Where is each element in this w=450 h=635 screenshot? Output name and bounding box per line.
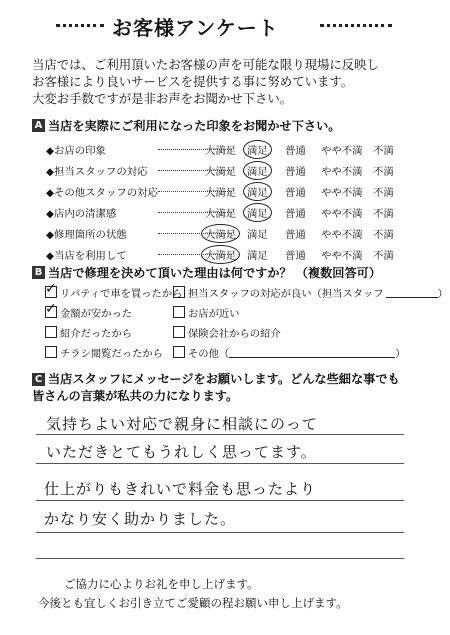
reason-label: 紹介だったから <box>60 327 133 340</box>
option-somewhat-dissatisfied[interactable]: やや不満 <box>321 208 363 220</box>
rating-label: ◆当店を利用して <box>46 250 127 262</box>
option-somewhat-dissatisfied[interactable]: やや不満 <box>321 166 363 178</box>
section-c-question-line2: 皆さんの言葉が私共の力になります。 <box>32 389 239 403</box>
rating-label: ◆修理箇所の状態 <box>46 229 127 241</box>
section-a-question: 当店を実際にご利用になった印象をお聞かせ下さい。 <box>48 119 341 133</box>
message-line <box>36 463 404 464</box>
option-very-satisfied[interactable]: 大満足 <box>205 229 237 241</box>
footer-line: 今後とも宜しくお引き立てご愛顧の程お願い申し上げます。 <box>38 596 348 610</box>
rating-row <box>40 224 440 245</box>
option-dissatisfied[interactable]: 不満 <box>373 187 394 199</box>
checkbox[interactable] <box>45 346 57 358</box>
checkbox[interactable] <box>173 306 185 318</box>
page-title: お客様アンケート <box>112 16 279 40</box>
option-satisfied[interactable]: 満足 <box>247 187 268 199</box>
footer <box>38 575 348 613</box>
handwritten-line: 気持ちよい対応で親身に相談にのって <box>46 415 318 433</box>
staff-name-field[interactable] <box>386 287 438 298</box>
option-somewhat-dissatisfied[interactable]: やや不満 <box>321 229 363 241</box>
message-line <box>36 532 404 533</box>
selected-circle <box>243 203 272 222</box>
option-neutral[interactable]: 普通 <box>285 145 306 157</box>
rating-row <box>40 161 440 182</box>
reason-item[interactable] <box>45 344 163 360</box>
intro-text <box>32 56 379 107</box>
checkbox[interactable] <box>173 286 185 298</box>
message-line <box>36 558 404 559</box>
section-c-heading <box>32 371 400 405</box>
option-very-satisfied[interactable]: 大満足 <box>205 166 237 178</box>
option-very-satisfied[interactable]: 大満足 <box>205 145 237 157</box>
option-dissatisfied[interactable]: 不満 <box>373 166 394 178</box>
option-neutral[interactable]: 普通 <box>285 208 306 220</box>
handwritten-line: いただきとてもうれしく思ってます。 <box>46 443 317 461</box>
option-neutral[interactable]: 普通 <box>285 229 306 241</box>
rating-label: ◆店内の清潔感 <box>46 208 117 220</box>
selected-circle <box>201 224 240 243</box>
reason-item[interactable] <box>173 344 405 360</box>
selected-circle <box>243 161 272 180</box>
reason-item[interactable] <box>173 284 448 300</box>
reason-label: 金額が安かった <box>60 307 133 320</box>
checkbox[interactable] <box>173 326 185 338</box>
reason-label: 保険会社からの紹介 <box>188 327 281 340</box>
rating-row <box>40 203 440 224</box>
reason-suffix: ） <box>437 287 448 300</box>
option-satisfied[interactable]: 満足 <box>247 166 268 178</box>
rating-row <box>40 245 440 266</box>
option-dissatisfied[interactable]: 不満 <box>373 250 394 262</box>
reason-label: 担当スタッフの対応が良い（担当スタッフ <box>188 287 384 300</box>
option-satisfied[interactable]: 満足 <box>247 208 268 220</box>
rating-label: ◆担当スタッフの対応 <box>46 166 148 178</box>
selected-circle <box>201 245 240 264</box>
section-b-heading <box>32 264 381 281</box>
intro-line: お客様により良いサービスを提供する事に努めています。 <box>32 74 354 89</box>
section-b-badge: B <box>32 266 45 279</box>
selected-circle <box>243 140 272 159</box>
option-somewhat-dissatisfied[interactable]: やや不満 <box>321 187 363 199</box>
section-b-question: 当店で修理を決めて頂いた理由は何ですか？ <box>48 266 292 280</box>
reason-label: お店が近い <box>188 307 240 320</box>
message-line <box>36 500 404 501</box>
rating-list <box>40 140 440 266</box>
reason-label: リパティで車を買ったから <box>60 287 183 300</box>
title-dots-left <box>56 24 104 27</box>
reason-item[interactable] <box>45 324 132 340</box>
option-very-satisfied[interactable]: 大満足 <box>205 187 237 199</box>
section-a-heading <box>32 117 341 134</box>
section-b-note: （複数回答可） <box>295 266 382 280</box>
option-neutral[interactable]: 普通 <box>285 250 306 262</box>
checkbox[interactable] <box>45 326 57 338</box>
title-row <box>0 8 450 42</box>
intro-line: 大変お手数ですが是非お声をお聞かせ下さい。 <box>32 91 293 106</box>
option-very-satisfied[interactable]: 大満足 <box>205 250 237 262</box>
selected-circle <box>243 182 272 201</box>
rating-label: ◆お店の印象 <box>46 145 106 157</box>
reason-item[interactable] <box>173 324 281 340</box>
option-neutral[interactable]: 普通 <box>285 166 306 178</box>
reason-item[interactable] <box>45 284 182 300</box>
checkbox[interactable] <box>45 306 57 318</box>
option-dissatisfied[interactable]: 不満 <box>373 208 394 220</box>
rating-label: ◆その他スタッフの対応 <box>46 187 158 199</box>
footer-line: ご協力に心よりお礼を申し上げます。 <box>64 577 259 591</box>
reason-label: チラシ閲覧だったから <box>60 347 163 360</box>
checkbox[interactable] <box>173 346 185 358</box>
handwritten-line: かなり安く助かりました。 <box>44 510 237 528</box>
rating-row <box>40 182 440 203</box>
handwritten-line: 仕上がりもきれいで料金も思ったより <box>44 480 317 498</box>
title-dots-right <box>320 24 392 27</box>
option-very-satisfied[interactable]: 大満足 <box>205 208 237 220</box>
option-somewhat-dissatisfied[interactable]: やや不満 <box>321 145 363 157</box>
section-c-question: 当店スタッフにメッセージをお願いします。どんな些細な事でも <box>48 372 400 386</box>
reason-item[interactable] <box>45 304 132 320</box>
checkbox[interactable] <box>45 286 57 298</box>
reason-suffix: ） <box>395 347 406 360</box>
option-satisfied[interactable]: 満足 <box>247 250 268 262</box>
option-neutral[interactable]: 普通 <box>285 187 306 199</box>
other-reason-field[interactable] <box>229 347 395 358</box>
reason-item[interactable] <box>173 304 239 320</box>
section-a-badge: A <box>32 119 45 132</box>
reason-label: その他（ <box>188 347 230 360</box>
option-satisfied[interactable]: 満足 <box>247 229 268 241</box>
rating-row <box>40 140 440 161</box>
intro-line: 当店では、ご利用頂いたお客様の声を可能な限り現場に反映し <box>32 57 379 72</box>
option-dissatisfied[interactable]: 不満 <box>373 229 394 241</box>
option-satisfied[interactable]: 満足 <box>247 145 268 157</box>
option-dissatisfied[interactable]: 不満 <box>373 145 394 157</box>
message-line <box>36 434 404 435</box>
section-c-badge: C <box>32 373 45 386</box>
option-somewhat-dissatisfied[interactable]: やや不満 <box>321 250 363 262</box>
